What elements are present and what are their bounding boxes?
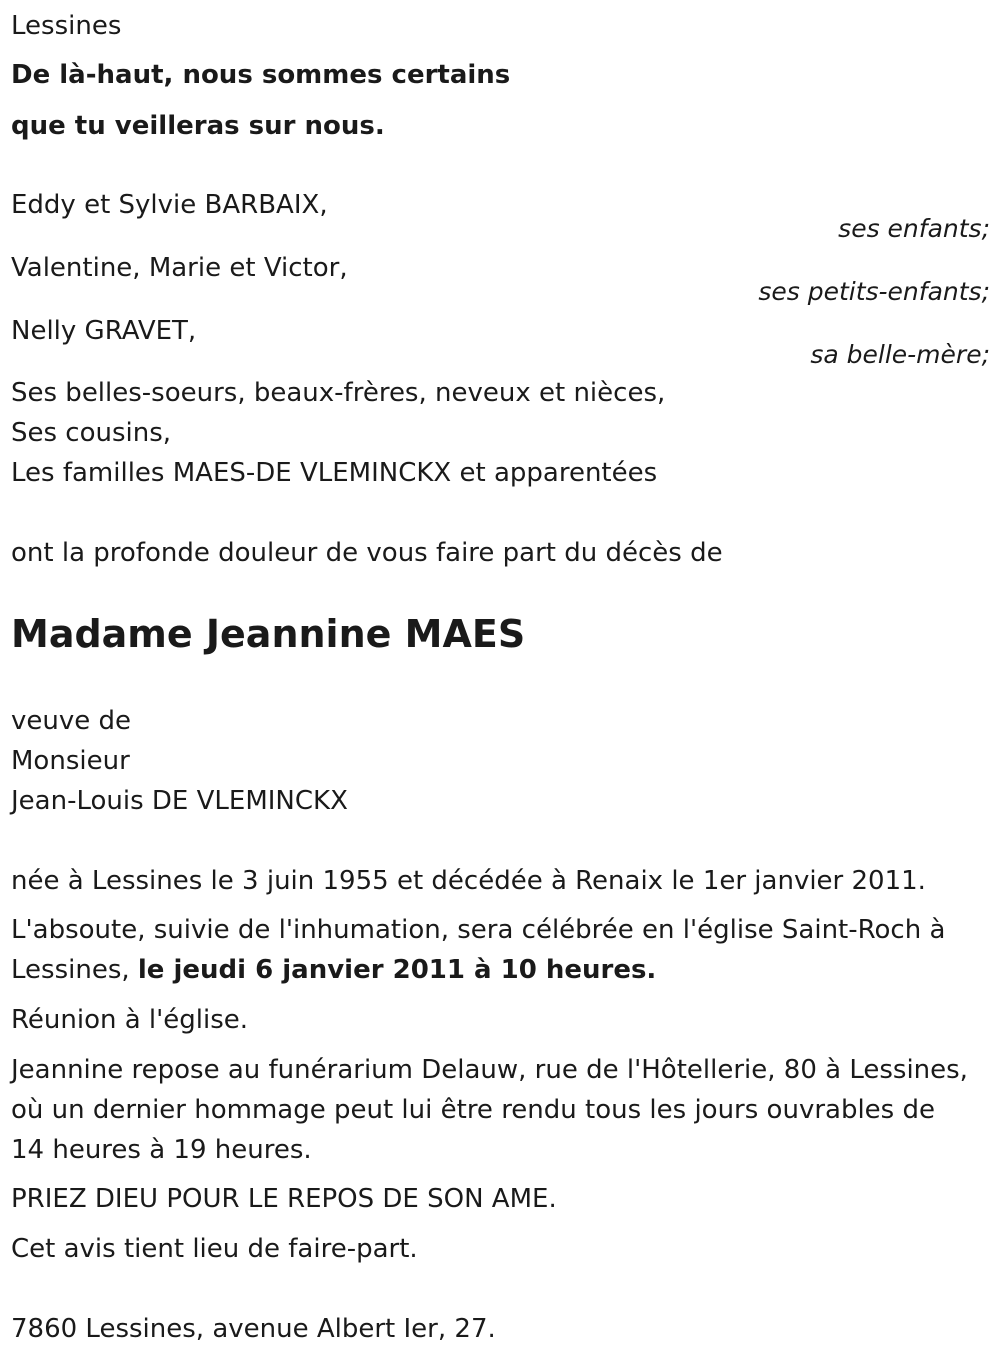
deceased-name: Madame Jeannine MAES xyxy=(11,612,526,656)
family-relation-grandchildren: ses petits-enfants; xyxy=(758,277,990,306)
widow-of-line-3: Jean-Louis DE VLEMINCKX xyxy=(11,786,348,816)
widow-of-line-1: veuve de xyxy=(11,706,132,736)
quote-line-1: De là-haut, nous sommes certains xyxy=(11,60,511,90)
funerarium-line-1: Jeannine repose au funérarium Delauw, rue de l'Hôtellerie, 80 à Lessines, xyxy=(11,1055,968,1085)
family-names-children: Eddy et Sylvie BARBAIX, xyxy=(11,190,328,220)
ceremony-line-2-prefix: Lessines, xyxy=(11,955,138,985)
funerarium-line-2: où un dernier hommage peut lui être rendu tous les jours ouvrables de xyxy=(11,1095,935,1125)
place-header: Lessines xyxy=(11,11,122,41)
family-relation-children: ses enfants; xyxy=(838,214,990,243)
ceremony-date: le jeudi 6 janvier 2011 à 10 heures. xyxy=(137,955,657,985)
funerarium-line-3: 14 heures à 19 heures. xyxy=(11,1135,312,1165)
family-names-grandchildren: Valentine, Marie et Victor, xyxy=(11,253,348,283)
relatives-line-3: Les familles MAES-DE VLEMINCKX et apparentées xyxy=(11,458,658,488)
relatives-line-2: Ses cousins, xyxy=(11,418,172,448)
relatives-line-1: Ses belles-soeurs, beaux-frères, neveux et nièces, xyxy=(11,378,666,408)
ceremony-line-2 xyxy=(11,957,656,983)
ceremony-line-1: L'absoute, suivie de l'inhumation, sera célébrée en l'église Saint-Roch à xyxy=(11,915,946,945)
prayer: PRIEZ DIEU POUR LE REPOS DE SON AME. xyxy=(11,1184,557,1214)
quote-line-2: que tu veilleras sur nous. xyxy=(11,111,385,141)
announcement: ont la profonde douleur de vous faire part du décès de xyxy=(11,538,723,568)
family-relation-mother-in-law: sa belle-mère; xyxy=(810,340,990,369)
birth-death: née à Lessines le 3 juin 1955 et décédée à Renaix le 1er janvier 2011. xyxy=(11,866,926,896)
reunion: Réunion à l'église. xyxy=(11,1005,249,1035)
address: 7860 Lessines, avenue Albert Ier, 27. xyxy=(11,1314,496,1344)
widow-of-line-2: Monsieur xyxy=(11,746,130,776)
notice: Cet avis tient lieu de faire-part. xyxy=(11,1234,418,1264)
family-names-mother-in-law: Nelly GRAVET, xyxy=(11,316,197,346)
